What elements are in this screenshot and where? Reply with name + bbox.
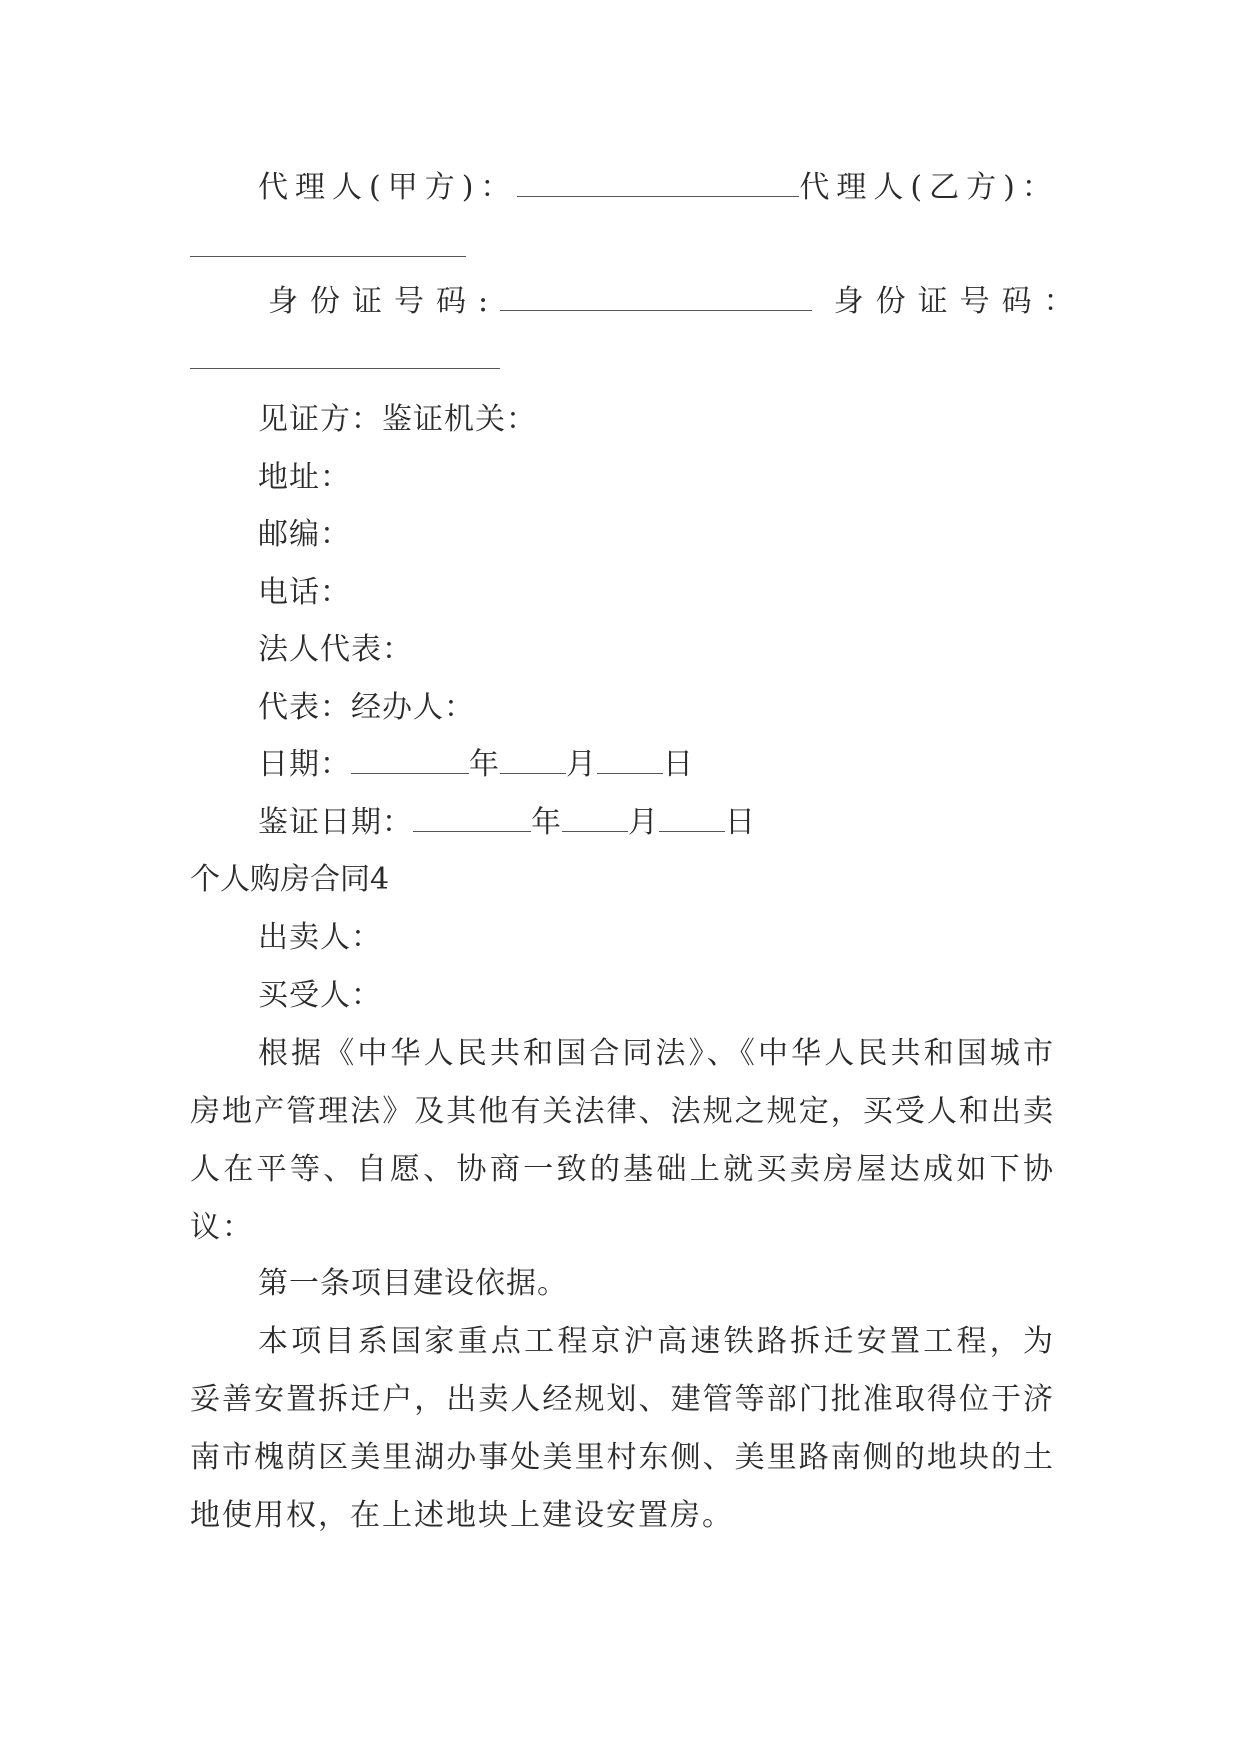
agent-party-a-label: 代理人(甲方)：: [258, 170, 518, 205]
date-year-unit: 年: [469, 747, 500, 782]
date-line: [258, 745, 694, 785]
verify-year-blank: [413, 805, 531, 832]
contract-intro-paragraph: 根据《中华人民共和国合同法》、《中华人民共和国城市房地产管理法》及其他有关法律、法规之规定，买受人和出卖人在平等、自愿、协商一致的基础上就买卖房屋达成如下协议：: [190, 1036, 1055, 1245]
article1-title: 第一条项目建设依据。: [258, 1266, 568, 1301]
postcode-label: 邮编：: [258, 517, 351, 552]
date-year-blank: [351, 747, 469, 774]
date-day-blank: [597, 747, 663, 774]
agent-line: [258, 168, 1059, 208]
representative-label: 代表：经办人：: [258, 690, 475, 725]
date-label: 日期：: [258, 747, 351, 782]
address-label: 地址：: [258, 460, 351, 495]
verify-month-unit: 月: [628, 805, 659, 840]
verify-month-blank: [562, 805, 628, 832]
id-b-blank-line: [190, 340, 500, 380]
id-blank-a: [500, 284, 812, 311]
verify-date-label: 鉴证日期：: [258, 805, 413, 840]
buyer-label: 买受人：: [258, 978, 382, 1013]
id-line: [268, 282, 1086, 322]
verify-date-line: [258, 803, 756, 843]
phone-label: 电话：: [258, 575, 351, 610]
date-month-unit: 月: [566, 747, 597, 782]
date-month-blank: [500, 747, 566, 774]
seller-label: 出卖人：: [258, 920, 382, 955]
agent-party-a-blank: [517, 170, 799, 197]
article1-body-paragraph: 本项目系国家重点工程京沪高速铁路拆迁安置工程，为妥善安置拆迁户，出卖人经规划、建管等部门批准取得位于济南市槐荫区美里湖办事处美里村东侧、美里路南侧的地块的土地使用权，在上述地块上建设安置房。: [190, 1324, 1055, 1533]
contract-title: 个人购房合同4: [190, 862, 390, 897]
id-label-a: 身份证号码:: [268, 284, 501, 319]
legal-rep-label: 法人代表：: [258, 632, 413, 667]
agent-party-b-label: 代理人(乙方)：: [799, 170, 1059, 205]
witness-label: 见证方：鉴证机关：: [258, 402, 537, 437]
agent-party-b-blank-line: [190, 228, 466, 268]
id-blank-b: [190, 342, 500, 369]
date-day-unit: 日: [663, 747, 694, 782]
id-label-b: 身份证号码：: [833, 284, 1086, 319]
agent-party-b-blank: [190, 230, 466, 257]
verify-day-blank: [659, 805, 725, 832]
verify-year-unit: 年: [531, 805, 562, 840]
verify-day-unit: 日: [725, 805, 756, 840]
